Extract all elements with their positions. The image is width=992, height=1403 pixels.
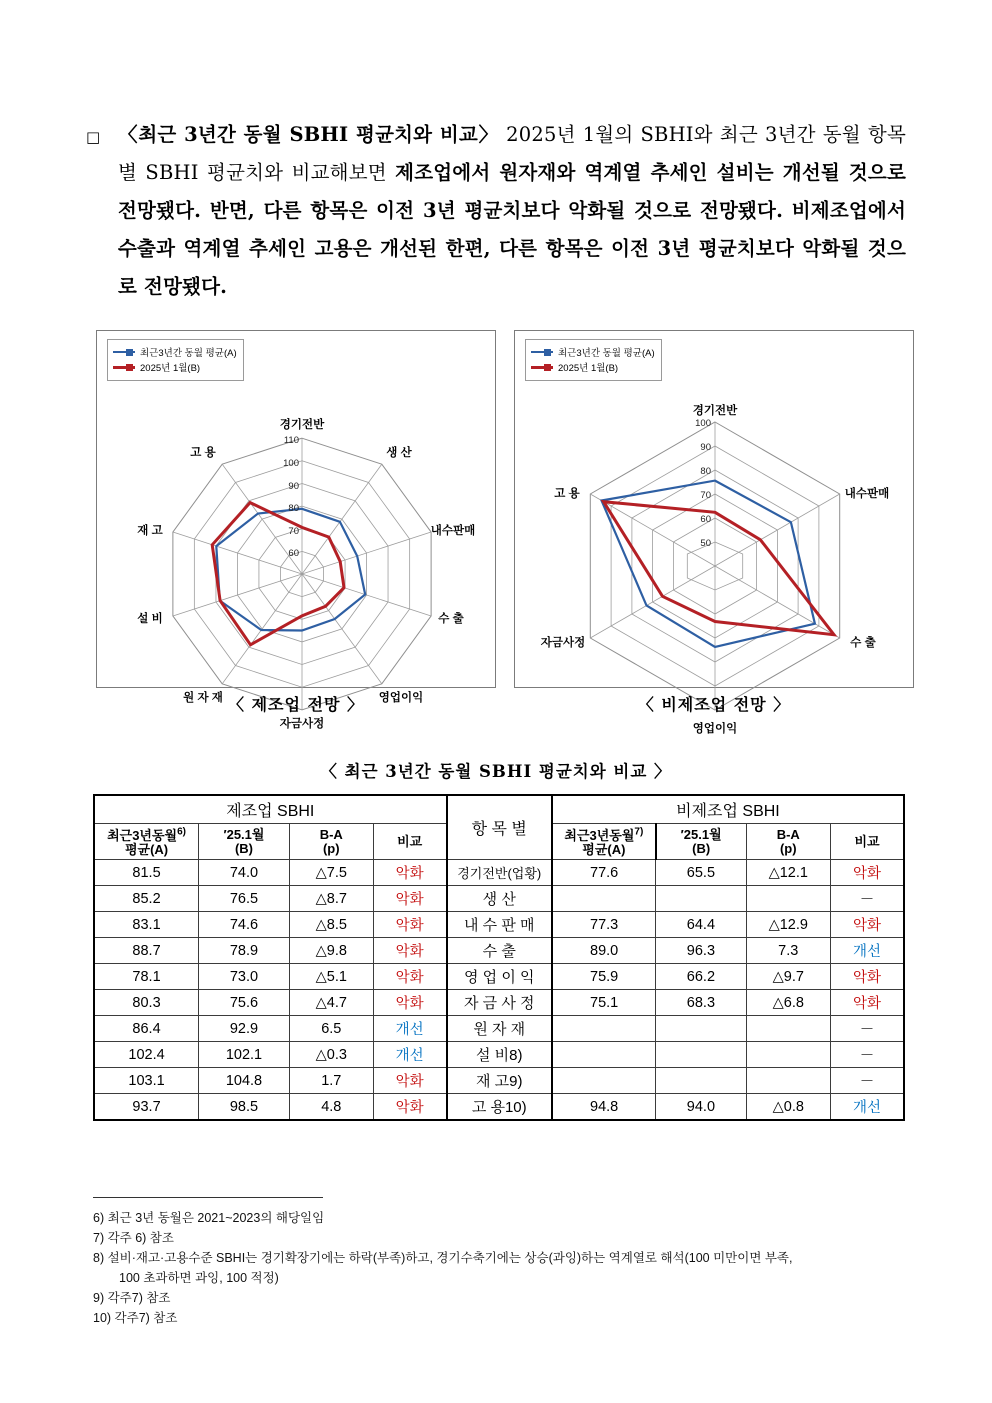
cell-right-diff (746, 1016, 831, 1042)
cell-left-diff: △0.3 (289, 1042, 373, 1068)
subheader-left-diff: B-A (p) (289, 824, 373, 860)
legend-label-current: 2025년 1월(B) (140, 363, 201, 374)
footnote-6: 6) 최근 3년 동월은 2021~2023의 해당일임 (93, 1211, 325, 1225)
cell-right-b (656, 1042, 746, 1068)
cell-right-diff: △9.7 (746, 964, 831, 990)
cell-right-b: 94.0 (656, 1094, 746, 1121)
subheader-right-b: ′25.1월 (B) (656, 824, 746, 860)
cell-right-avg: 75.9 (552, 964, 656, 990)
cell-left-diff: 1.7 (289, 1068, 373, 1094)
cell-right-diff: △6.8 (746, 990, 831, 1016)
svg-text:80: 80 (288, 503, 299, 514)
group-header-nonmanufacturing: 비제조업 SBHI (552, 795, 904, 824)
cell-left-compare: 악화 (373, 964, 446, 990)
cell-left-diff: △4.7 (289, 990, 373, 1016)
charts-area (96, 330, 916, 735)
cell-right-compare: 악화 (831, 912, 904, 938)
table-row (94, 938, 904, 964)
legend-label-average-2: 최근3년간 동월 평균(A) (558, 348, 655, 359)
cell-right-b: 66.2 (656, 964, 746, 990)
cell-left-avg: 102.4 (94, 1042, 199, 1068)
svg-text:경기전반: 경기전반 (692, 405, 738, 417)
cell-right-compare: 악화 (831, 990, 904, 1016)
cell-left-avg: 80.3 (94, 990, 199, 1016)
cell-right-compare: 개선 (831, 1094, 904, 1121)
cell-item-name: 내 수 판 매 (447, 912, 552, 938)
legend-item-average-2 (531, 345, 655, 359)
legend-marker-current-icon-2 (544, 364, 551, 371)
legend-marker-average-icon (126, 349, 133, 356)
subheader-left-b: ′25.1월 (B) (199, 824, 290, 860)
cell-left-b: 73.0 (199, 964, 290, 990)
paragraph-text-1: 2025년 1월의 SBHI와 최근 3년간 동월 항목별 SBHI 평균치와 비교해보면 (118, 123, 906, 184)
svg-text:원 자 재: 원 자 재 (183, 692, 223, 704)
svg-text:50: 50 (700, 538, 711, 549)
cell-right-avg (552, 1016, 656, 1042)
cell-left-avg: 86.4 (94, 1016, 199, 1042)
cell-left-b: 102.1 (199, 1042, 290, 1068)
paragraph-block (86, 116, 906, 306)
subheader-left-compare: 비교 (373, 824, 446, 860)
cell-left-diff: △9.8 (289, 938, 373, 964)
cell-left-avg: 93.7 (94, 1094, 199, 1121)
svg-text:고 용: 고 용 (554, 488, 580, 500)
chart-legend-nonmanufacturing (525, 339, 662, 381)
cell-item-name: 설 비8) (447, 1042, 552, 1068)
cell-right-avg: 94.8 (552, 1094, 656, 1121)
cell-left-avg: 81.5 (94, 860, 199, 886)
cell-right-diff (746, 1042, 831, 1068)
table-row (94, 964, 904, 990)
legend-item-average (113, 345, 237, 359)
cell-right-diff: △12.9 (746, 912, 831, 938)
table-row (94, 860, 904, 886)
cell-left-avg: 83.1 (94, 912, 199, 938)
legend-label-average: 최근3년간 동월 평균(A) (140, 348, 237, 359)
cell-right-compare: 개선 (831, 938, 904, 964)
cell-item-name: 고 용10) (447, 1094, 552, 1121)
cell-left-compare: 개선 (373, 1016, 446, 1042)
svg-text:70: 70 (700, 490, 711, 501)
cell-left-b: 75.6 (199, 990, 290, 1016)
cell-left-b: 92.9 (199, 1016, 290, 1042)
cell-right-diff: 7.3 (746, 938, 831, 964)
cell-left-compare: 악화 (373, 1068, 446, 1094)
footnote-7: 7) 각주 6) 참조 (93, 1231, 174, 1245)
svg-text:내수판매: 내수판매 (844, 488, 890, 500)
svg-text:100: 100 (283, 458, 299, 469)
footnote-8-cont: 100 초과하면 과잉, 100 적정) (119, 1271, 279, 1285)
cell-item-name: 원 자 재 (447, 1016, 552, 1042)
sbhi-comparison-table (93, 794, 905, 1121)
cell-right-b: 96.3 (656, 938, 746, 964)
cell-left-diff: 6.5 (289, 1016, 373, 1042)
cell-left-diff: 4.8 (289, 1094, 373, 1121)
footnotes-block (93, 1208, 923, 1328)
cell-right-compare: － (831, 1068, 904, 1094)
table-row (94, 1094, 904, 1121)
svg-text:생 산: 생 산 (386, 447, 412, 459)
cell-right-avg (552, 886, 656, 912)
subheader-left-avg: 최근3년동월$^{6)}$ 평균(A) (94, 824, 199, 860)
group-header-item: 항 목 별 (447, 795, 552, 860)
table-row (94, 1042, 904, 1068)
footnote-10: 10) 각주7) 참조 (93, 1311, 178, 1325)
cell-right-diff: △0.8 (746, 1094, 831, 1121)
cell-left-b: 74.6 (199, 912, 290, 938)
cell-right-avg: 89.0 (552, 938, 656, 964)
cell-left-compare: 악화 (373, 990, 446, 1016)
footnote-9: 9) 각주7) 참조 (93, 1291, 171, 1305)
group-header-manufacturing: 제조업 SBHI (94, 795, 447, 824)
cell-left-diff: △8.7 (289, 886, 373, 912)
svg-text:90: 90 (288, 481, 299, 492)
cell-right-compare: 악화 (831, 860, 904, 886)
legend-item-current-2 (531, 360, 655, 374)
cell-item-name: 수 출 (447, 938, 552, 964)
svg-text:영업이익: 영업이익 (378, 692, 424, 704)
legend-marker-current-icon (126, 364, 133, 371)
svg-text:70: 70 (288, 526, 299, 537)
svg-text:경기전반: 경기전반 (279, 419, 325, 431)
footnote-divider (93, 1197, 323, 1198)
cell-left-b: 104.8 (199, 1068, 290, 1094)
cell-item-name: 경기전반(업황) (447, 860, 552, 886)
cell-left-avg: 78.1 (94, 964, 199, 990)
cell-left-diff: △5.1 (289, 964, 373, 990)
table-row (94, 912, 904, 938)
svg-text:90: 90 (700, 442, 711, 453)
legend-item-current (113, 360, 237, 374)
svg-text:수 출: 수 출 (850, 637, 876, 649)
svg-text:60: 60 (288, 548, 299, 559)
paragraph-text (86, 116, 906, 306)
cell-item-name: 생 산 (447, 886, 552, 912)
svg-text:수 출: 수 출 (438, 613, 464, 625)
svg-text:재 고: 재 고 (137, 525, 163, 537)
cell-right-avg: 77.3 (552, 912, 656, 938)
svg-text:고 용: 고 용 (190, 447, 216, 459)
chart-legend-manufacturing (107, 339, 244, 381)
cell-right-b (656, 1068, 746, 1094)
paragraph-lead: 〈최근 3년간 동월 SBHI 평균치와 비교〉 (118, 123, 500, 146)
cell-item-name: 영 업 이 익 (447, 964, 552, 990)
footnote-8: 8) 설비·재고·고용수준 SBHI는 경기확장기에는 하락(부족)하고, 경기수축기에는 상승(과잉)하는 역계열로 해석(100 미만이면 부족, (93, 1251, 793, 1265)
svg-text:80: 80 (700, 466, 711, 477)
subheader-right-compare: 비교 (831, 824, 904, 860)
cell-item-name: 자 금 사 정 (447, 990, 552, 1016)
cell-right-compare: － (831, 1042, 904, 1068)
table-group-header-row (94, 795, 904, 824)
svg-text:110: 110 (283, 435, 299, 446)
svg-text:자금사정: 자금사정 (279, 718, 325, 730)
cell-left-avg: 103.1 (94, 1068, 199, 1094)
cell-right-b: 65.5 (656, 860, 746, 886)
cell-left-avg: 88.7 (94, 938, 199, 964)
cell-right-b (656, 1016, 746, 1042)
cell-right-b (656, 886, 746, 912)
caption-nonmanufacturing: 〈 비제조업 전망 〉 (637, 695, 791, 714)
cell-left-diff: △8.5 (289, 912, 373, 938)
cell-right-b: 68.3 (656, 990, 746, 1016)
legend-marker-average-icon-2 (544, 349, 551, 356)
table-row (94, 1068, 904, 1094)
svg-text:100: 100 (695, 418, 711, 429)
cell-left-compare: 악화 (373, 938, 446, 964)
cell-right-avg (552, 1068, 656, 1094)
cell-left-compare: 개선 (373, 1042, 446, 1068)
cell-left-b: 78.9 (199, 938, 290, 964)
cell-left-b: 74.0 (199, 860, 290, 886)
cell-right-avg (552, 1042, 656, 1068)
table-row (94, 990, 904, 1016)
subheader-right-avg: 최근3년동월$^{7)}$ 평균(A) (552, 824, 656, 860)
cell-left-compare: 악화 (373, 912, 446, 938)
table-title: 〈 최근 3년간 동월 SBHI 평균치와 비교 〉 (320, 762, 672, 781)
cell-right-compare: 악화 (831, 964, 904, 990)
cell-right-avg: 75.1 (552, 990, 656, 1016)
svg-text:설 비: 설 비 (137, 613, 163, 625)
cell-left-compare: 악화 (373, 1094, 446, 1121)
legend-label-current-2: 2025년 1월(B) (558, 363, 619, 374)
cell-right-diff: △12.1 (746, 860, 831, 886)
cell-left-compare: 악화 (373, 886, 446, 912)
cell-right-avg: 77.6 (552, 860, 656, 886)
paragraph-bold-1: 제조업에서 원자재와 역계열 추세인 설비는 개선될 것으로 전망됐다. 반면, 다른 항목은 이전 3년 평균치보다 악화될 것으로 전망됐다. 비제조업에서 수출과 역계열 추세인 고용은 개선된 한편, 다른 항목은 이전 3년 평균치보다 악화될 것으로 전망됐다. (118, 161, 906, 298)
cell-right-diff (746, 1068, 831, 1094)
cell-right-b: 64.4 (656, 912, 746, 938)
table-row (94, 1016, 904, 1042)
cell-right-diff (746, 886, 831, 912)
bullet-marker: □ (86, 128, 101, 146)
cell-item-name: 재 고9) (447, 1068, 552, 1094)
table-row (94, 886, 904, 912)
cell-left-avg: 85.2 (94, 886, 199, 912)
svg-text:자금사정: 자금사정 (540, 637, 586, 649)
svg-text:60: 60 (700, 514, 711, 525)
cell-left-b: 98.5 (199, 1094, 290, 1121)
subheader-right-diff: B-A (p) (746, 824, 831, 860)
cell-right-compare: － (831, 886, 904, 912)
svg-text:내수판매: 내수판매 (430, 525, 476, 537)
cell-left-compare: 악화 (373, 860, 446, 886)
svg-text:영업이익: 영업이익 (692, 723, 738, 735)
caption-manufacturing: 〈 제조업 전망 〉 (228, 695, 364, 714)
cell-right-compare: － (831, 1016, 904, 1042)
cell-left-b: 76.5 (199, 886, 290, 912)
cell-left-diff: △7.5 (289, 860, 373, 886)
